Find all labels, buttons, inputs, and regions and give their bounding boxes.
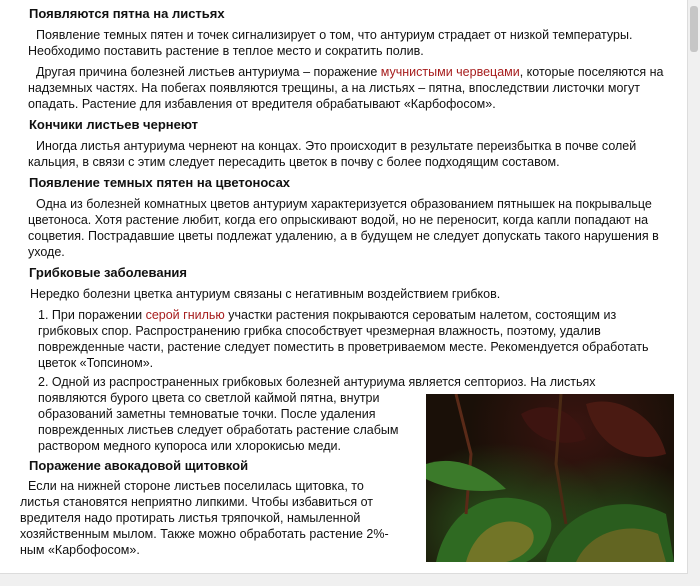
heading-fungal-diseases: Грибковые заболевания <box>29 265 188 280</box>
gray-rot-link[interactable]: серой гнилью <box>145 308 225 322</box>
heading-avocado-scale: Поражение авокадовой щитовкой <box>29 458 249 473</box>
paragraph-avocado-scale-text: Если на нижней стороне листьев поселилась щитовка, то листья становятся неприятно липкими. Чтобы избавиться от вредителя надо протирать листья тряпочкой, намыленной хозяйственным мылом. Также можно обработать растение 2%-ным «Карбофосом». <box>20 479 389 557</box>
list-item-gray-rot <box>38 307 670 371</box>
heading-leaf-tips-black: Кончики листьев чернеют <box>29 117 198 132</box>
paragraph-peduncles-text: Одна из болезней комнатных цветов антуриум характеризуется образованием пятнышек на покрывальце цветоноса. Хотя растение любит, когда его опрыскивают водой, но не переносит, когда капли попадают на соцветия. Пострадавшие цветы подлежат удалению, а в будущем не следует допускать такого нарушения в уходе. <box>28 197 659 259</box>
anthurium-photo-illustration <box>426 394 674 562</box>
vertical-scrollbar-thumb[interactable] <box>690 6 698 52</box>
photo-leaf-back <box>426 461 506 491</box>
photo-stem-left <box>456 394 471 514</box>
paragraph-leaf-tips-text: Иногда листья антуриума чернеют на концах. Это происходит в результате переизбытка в почве солей кальция, в связи с этим следует пересадить цветок в почву с более подходящим составом. <box>28 139 637 169</box>
list-item-septoria-rest: появляются бурого цвета со светлой каймой пятна, внутри образований заметны темноватые точки. После удаления поврежденных листьев следует обработать растение слабым раствором медного купороса или хлорокисью меди. <box>38 391 399 453</box>
vertical-scrollbar[interactable] <box>687 0 700 586</box>
photo-spathe-mid <box>521 407 586 443</box>
mealybugs-link[interactable]: мучнистыми червецами <box>380 65 520 79</box>
paragraph-leaf-tips <box>28 138 658 170</box>
list-item-gray-rot-text-a: 1. При поражении <box>38 308 146 322</box>
list-item-gray-rot-text-b: участки растения покрываются сероватым налетом, состоящим из грибковых спор. Распространению грибка способствует чрезмерная влажность, поэтому, удалив поврежденные части, растение следует поместить в проветриваемом месте. Рекомендуется обработать цветок «Топсином». <box>38 308 649 370</box>
list-item-septoria-line1: 2. Одной из распространенных грибковых болезней антуриума является септориоз. На листьях <box>38 375 596 389</box>
paragraph-mealybugs-text-b: , которые поселяются на надземных частях. На побегах появляются трещины, а на листьях – пятна, впоследствии листочки могут опадать. Растение для избавления от вредителя обрабатывают «Карбофосом». <box>28 65 664 111</box>
heading-spots-on-leaves: Появляются пятна на листьях <box>29 6 225 21</box>
anthurium-leaf-photo <box>426 394 674 562</box>
heading-spots-on-peduncles: Появление темных пятен на цветоносах <box>29 175 291 190</box>
paragraph-spots-temperature-text: Появление темных пятен и точек сигнализирует о том, что антуриум страдает от низкой температуры. Необходимо поставить растение в теплое место и сократить полив. <box>28 28 633 58</box>
photo-spathe-top <box>586 401 666 457</box>
paragraph-fungal-intro: Нередко болезни цветка антуриум связаны с негативным воздействием грибков. <box>30 287 501 301</box>
paragraph-peduncles <box>28 196 674 260</box>
paragraph-mealybugs <box>28 64 676 112</box>
paragraph-avocado-scale <box>20 478 404 558</box>
paragraph-spots-temperature <box>28 27 668 59</box>
horizontal-scrollbar[interactable] <box>0 573 688 586</box>
paragraph-mealybugs-text-a: Другая причина болезней листьев антуриума – поражение <box>36 65 381 79</box>
